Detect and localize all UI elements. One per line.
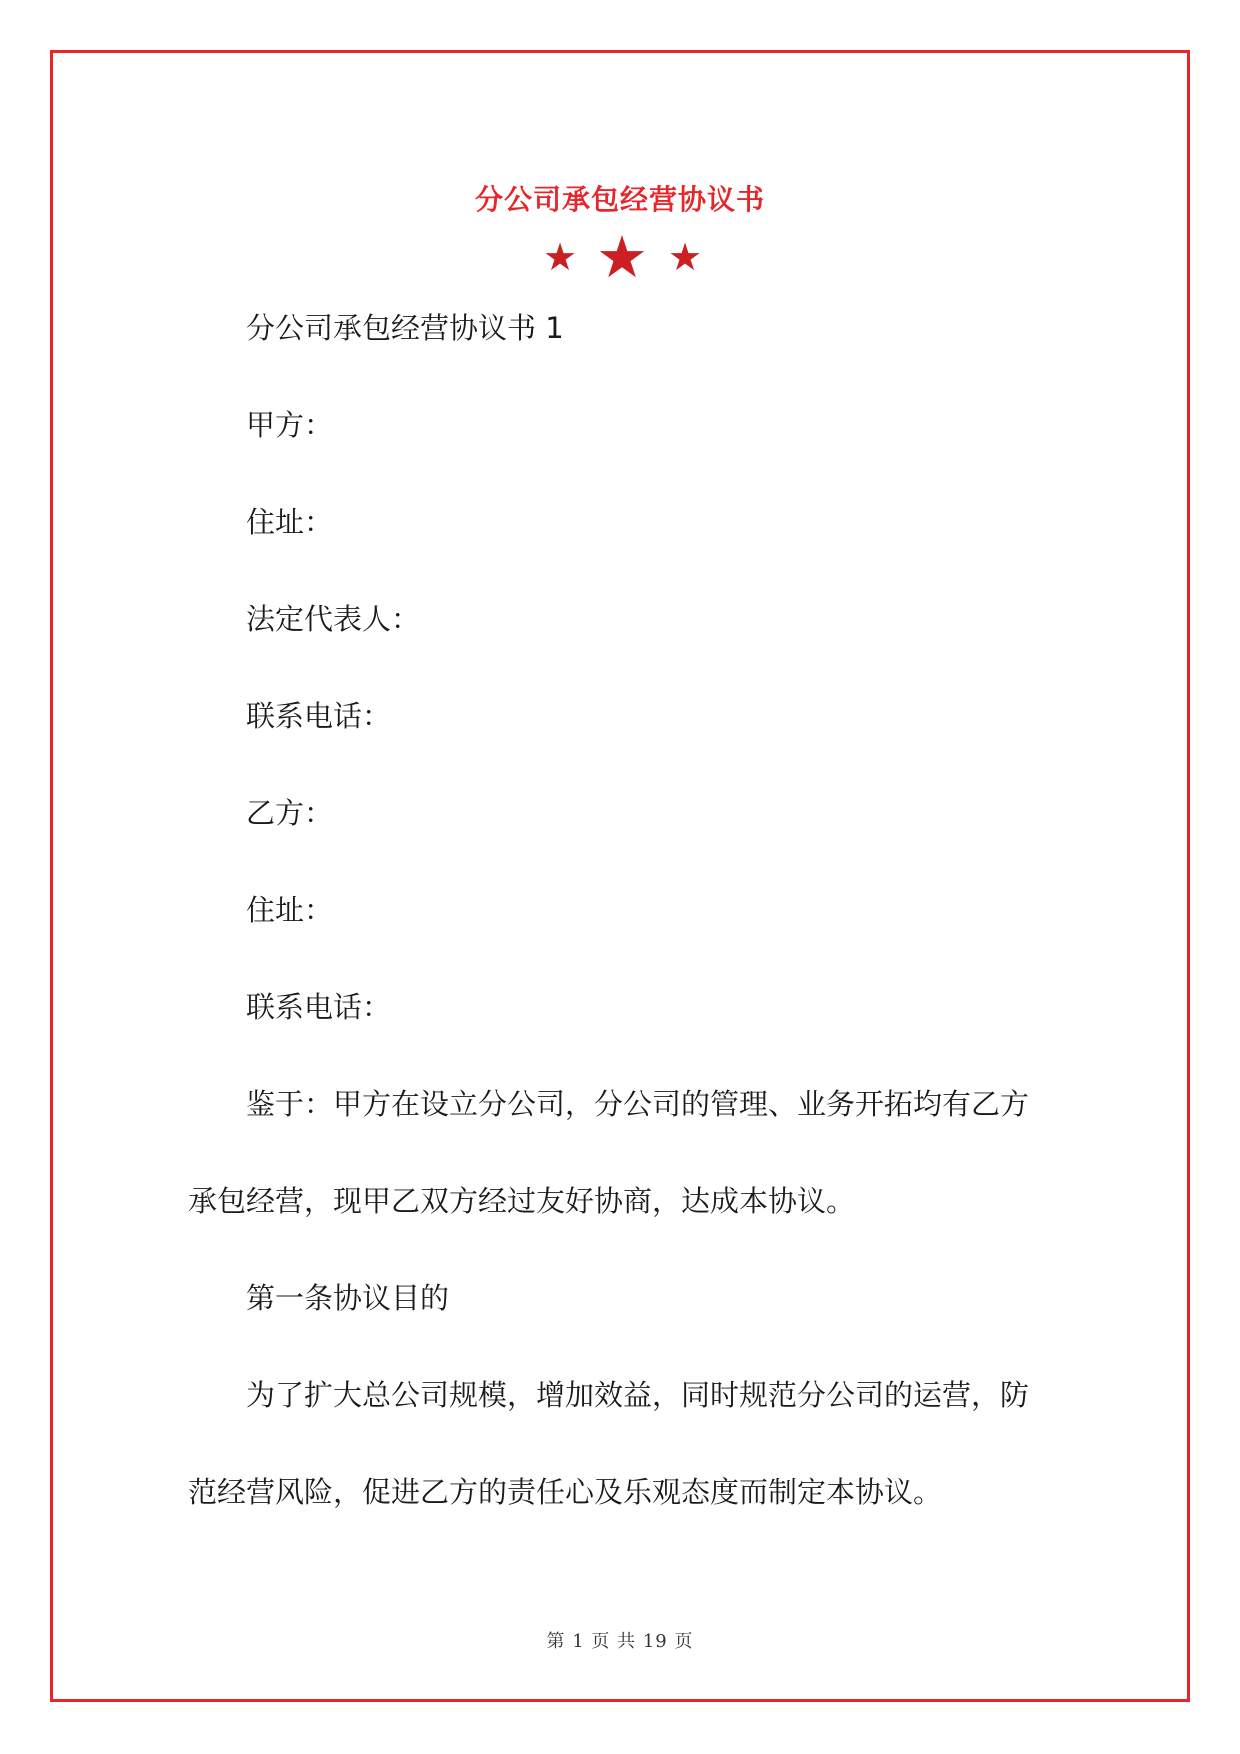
article-1-text-line-1: 为了扩大总公司规模，增加效益，同时规范分公司的运营，防 [246,1378,1030,1412]
page-footer: 第 1 页 共 19 页 [546,1631,694,1652]
party-b-phone-label: 联系电话： [246,990,392,1024]
party-a-label: 甲方： [246,408,334,442]
document-title: 分公司承包经营协议书 [474,183,765,216]
preamble-line-1: 鉴于：甲方在设立分公司，分公司的管理、业务开拓均有乙方 [246,1087,1030,1121]
star-icon: ★ [668,235,703,279]
party-a-address-label: 住址： [246,505,334,539]
article-1-heading: 第一条协议目的 [246,1281,450,1315]
section-heading: 分公司承包经营协议书 1 [246,311,564,345]
party-b-label: 乙方： [246,796,334,830]
preamble-line-2: 承包经营，现甲乙双方经过友好协商，达成本协议。 [188,1184,856,1218]
legal-representative-label: 法定代表人： [246,602,421,636]
party-b-address-label: 住址： [246,893,334,927]
party-a-phone-label: 联系电话： [246,699,392,733]
star-icon: ★ [543,235,578,279]
page-border [50,50,1190,1702]
title-stars-decoration [0,223,1240,291]
star-icon: ★ [596,223,648,291]
article-1-text-line-2: 范经营风险，促进乙方的责任心及乐观态度而制定本协议。 [188,1475,943,1509]
